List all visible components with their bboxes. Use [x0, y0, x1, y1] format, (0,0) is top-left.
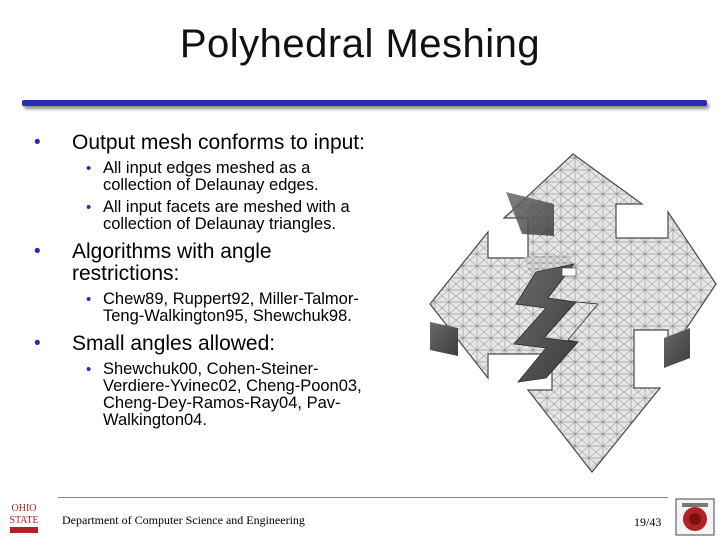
sub-bullet-icon: •: [86, 160, 92, 177]
sub-bullet-line: All input edges meshed as a: [103, 159, 311, 177]
logo-text-ohio: OHIO: [11, 503, 37, 514]
osu-logo: [6, 499, 42, 537]
page-number: 19/43: [634, 515, 662, 529]
sub-bullet-icon: •: [86, 199, 92, 216]
sub-bullet-line: Chew89, Ruppert92, Miller-Talmor-: [103, 290, 359, 308]
mesh-facet: [430, 322, 458, 356]
sub-bullet-item: [72, 291, 434, 325]
sub-bullet-line: collection of Delaunay triangles.: [103, 215, 336, 233]
sub-bullet-line: Verdiere-Yvinec02, Cheng-Poon03,: [103, 377, 362, 395]
sub-bullet-line: collection of Delaunay edges.: [103, 176, 319, 194]
bullet-icon: •: [34, 333, 41, 354]
mesh-highlight: [562, 268, 576, 276]
footer-department: Department of Computer Science and Engineering: [62, 513, 305, 527]
sub-bullet-item: [72, 160, 434, 194]
bullet-item: [34, 333, 434, 355]
bullet-icon: •: [34, 132, 41, 153]
sub-bullet-line: Teng-Walkington95, Shewchuk98.: [103, 307, 352, 325]
polyhedral-mesh-figure: [428, 152, 718, 474]
bullet-text: Algorithms with angle: [72, 240, 272, 263]
bullet-item: [34, 241, 434, 285]
bullet-text: Output mesh conforms to input:: [72, 131, 365, 154]
sub-bullet-line: Cheng-Dey-Ramos-Ray04, Pav-: [103, 394, 341, 412]
bullet-text: restrictions:: [72, 262, 180, 285]
slide-title: Polyhedral Meshing: [179, 22, 541, 66]
department-logo: [674, 497, 716, 537]
sub-bullet-icon: •: [86, 361, 92, 378]
bullet-text: Small angles allowed:: [72, 332, 276, 355]
sub-bullet-icon: •: [86, 291, 92, 308]
sub-bullet-line: All input facets are meshed with a: [103, 198, 350, 216]
slide-footer: [0, 495, 720, 540]
bullet-icon: •: [34, 241, 41, 262]
sub-bullet-item: [72, 199, 434, 233]
title-divider: [22, 100, 707, 106]
footer-divider: [58, 497, 668, 498]
bullet-item: [34, 132, 434, 154]
mesh-outline: [430, 154, 716, 472]
bullet-list: [34, 132, 434, 429]
logo-text-state: STATE: [9, 515, 39, 526]
sub-bullet-line: Walkington04.: [103, 411, 207, 429]
sub-bullet-item: [72, 361, 434, 429]
sub-bullet-line: Shewchuk00, Cohen-Steiner-: [103, 360, 319, 378]
